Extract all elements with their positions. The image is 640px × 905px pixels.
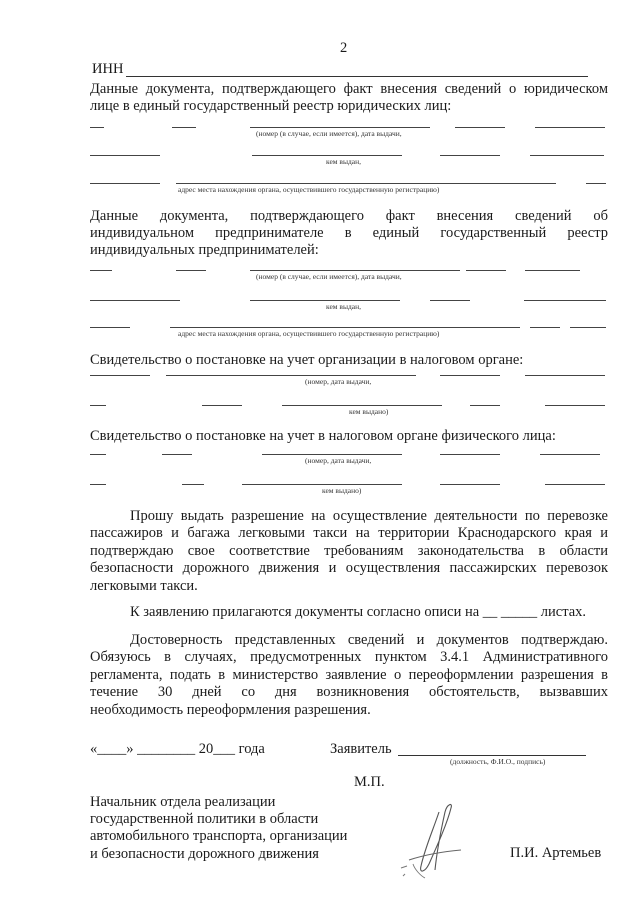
blank-line <box>525 270 580 271</box>
blank-line <box>90 405 106 406</box>
blank-line <box>170 327 520 328</box>
blank-line <box>90 155 160 156</box>
blank-line <box>172 127 196 128</box>
blank-line <box>430 300 470 301</box>
blank-line <box>90 327 130 328</box>
applicant-label: Заявитель <box>330 741 392 757</box>
blank-line <box>440 454 500 455</box>
caption-number-date: (номер, дата выдачи, <box>305 377 372 386</box>
page-number: 2 <box>340 40 348 56</box>
blank-line <box>90 270 112 271</box>
blank-line <box>250 127 430 128</box>
caption-number-date: (номер (в случае, если имеется), дата выдачи, <box>256 129 402 138</box>
attachments-line: К заявлению прилагаются документы согласно описи на __ _____ листах. <box>130 604 587 620</box>
blank-line <box>90 375 150 376</box>
blank-line <box>440 155 500 156</box>
section-person-tax-heading: Свидетельство о постановке на учет в налоговом органе физического лица: <box>90 428 556 444</box>
blank-line <box>202 405 242 406</box>
blank-line <box>440 484 500 485</box>
blank-line <box>524 300 606 301</box>
blank-line <box>470 405 500 406</box>
handwritten-signature <box>395 800 475 882</box>
blank-line <box>440 375 500 376</box>
blank-line <box>545 484 605 485</box>
applicant-signature-line <box>398 755 586 756</box>
blank-line <box>530 155 604 156</box>
blank-line <box>545 405 605 406</box>
blank-line <box>90 454 106 455</box>
caption-number-date: (номер, дата выдачи, <box>305 456 372 465</box>
blank-line <box>250 300 400 301</box>
blank-line <box>242 484 402 485</box>
blank-line <box>176 270 206 271</box>
blank-line <box>570 327 606 328</box>
confirmation-paragraph: Достоверность представленных сведений и документов подтверждаю. Обязуюсь в случаях, предусмотренных пунктом 3.4.1 Административного регламента, подать в министерство заявление о переоформлении разрешения в течение 30 дней со дня возникновения обстоятельств, вызвавших необходимость переоформления разрешения. <box>90 632 608 718</box>
caption-address: адрес места нахождения органа, осуществившего государственную регистрацию) <box>178 185 440 194</box>
caption-issuer: кем выдано) <box>349 407 389 416</box>
official-name: П.И. Артемьев <box>510 845 602 861</box>
blank-line <box>162 454 192 455</box>
blank-line <box>586 183 606 184</box>
blank-line <box>250 270 460 271</box>
blank-line <box>90 127 104 128</box>
blank-line <box>535 127 605 128</box>
blank-line <box>90 300 180 301</box>
section-org-tax-heading: Свидетельство о постановке на учет организации в налоговом органе: <box>90 352 524 368</box>
section-legal-heading: Данные документа, подтверждающего факт внесения сведений о юридическом лице в единый государственный реестр юридических лиц: <box>90 81 608 114</box>
request-paragraph: Прошу выдать разрешение на осуществление деятельности по перевозке пассажиров и багажа легковыми такси на территории Краснодарского края и подтверждаю свое соответствие требованиям законодательства в области безопасности дорожного движения и осуществления пассажирских перевозок легковыми такси. <box>90 508 608 594</box>
blank-line <box>176 183 556 184</box>
blank-line <box>282 405 442 406</box>
caption-number-date: (номер (в случае, если имеется), дата выдачи, <box>256 272 402 281</box>
blank-line <box>166 375 416 376</box>
inn-label: ИНН <box>92 61 124 77</box>
blank-line <box>90 183 160 184</box>
stamp-label: М.П. <box>354 774 385 790</box>
blank-line <box>540 454 600 455</box>
section-ip-heading: Данные документа, подтверждающего факт внесения сведений об индивидуальном предпринимателе в единый государственный реестр индивидуальных предпринимателей: <box>90 208 608 258</box>
blank-line <box>455 127 505 128</box>
official-title: Начальник отдела реализации государственной политики в области автомобильного транспорта, организации и безопасности дорожного движения <box>90 794 348 862</box>
blank-line <box>466 270 506 271</box>
blank-line <box>525 375 605 376</box>
date-line: «____» ________ 20___ года <box>90 741 265 757</box>
blank-line <box>182 484 204 485</box>
caption-issuer: кем выдан, <box>326 302 362 311</box>
caption-issuer: кем выдано) <box>322 486 362 495</box>
blank-line <box>262 454 402 455</box>
blank-line <box>90 484 106 485</box>
blank-line <box>252 155 402 156</box>
caption-address: адрес места нахождения органа, осуществившего государственную регистрацию) <box>178 329 440 338</box>
blank-line <box>530 327 560 328</box>
inn-field-line <box>126 76 588 77</box>
caption-issuer: кем выдан, <box>326 157 362 166</box>
applicant-caption: (должность, Ф.И.О., подпись) <box>450 757 546 766</box>
